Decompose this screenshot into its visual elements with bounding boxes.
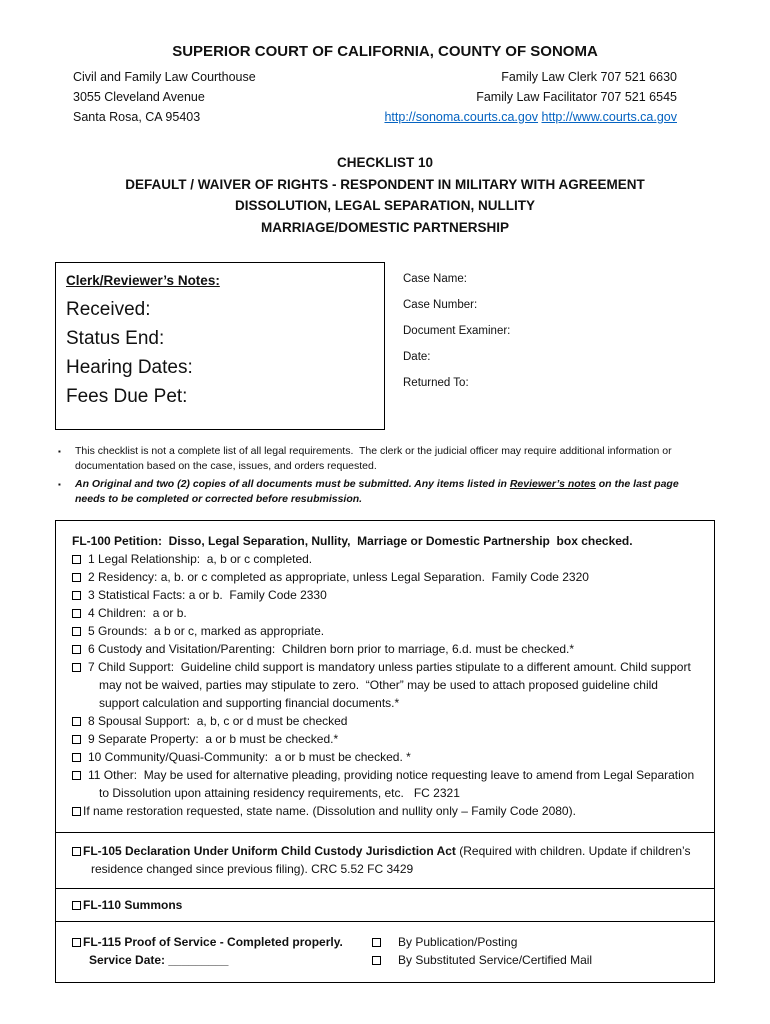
checklist-item-3 [72, 586, 698, 604]
checklist-item-label: 11 Other: May be used for alternative pleading, providing notice requesting leave to amend from Legal Separation to Dissolution upon attaining residency requirements, etc. FC 2321 [88, 768, 698, 800]
checklist-item-label: 4 Children: a or b. [88, 606, 187, 620]
title-line-default-waiver: DEFAULT / WAIVER OF RIGHTS - RESPONDENT IN MILITARY WITH AGREEMENT [125, 176, 645, 192]
court-links [384, 107, 677, 127]
checklist-item-8 [72, 712, 698, 730]
checklist-item-11 [72, 766, 698, 802]
court-address [73, 67, 256, 127]
address-line: Santa Rosa, CA 95403 [73, 110, 201, 124]
notes-heading: Clerk/Reviewer’s Notes: [66, 273, 220, 288]
section-fl100 [56, 521, 714, 832]
checkbox-icon[interactable] [72, 717, 81, 726]
checklist-item-label: 1 Legal Relationship: a, b or c completed. [88, 552, 313, 566]
checklist-item-label: 7 Child Support: Guideline child support is mandatory unless parties stipulate to a different amount. Child support may not be waived, parties may stipulate to zero. “Other” may be used to attach proposed guideline child support calculation and supporting financial documents.* [88, 660, 695, 710]
checklist-item-2 [72, 568, 698, 586]
document-title [55, 152, 715, 238]
checkbox-icon[interactable] [72, 901, 81, 910]
checklist-item-fl105 [72, 842, 698, 878]
checkbox-icon[interactable] [72, 573, 81, 582]
checklist-box [55, 520, 715, 983]
bullet-icon: ▪ [58, 447, 61, 456]
checklist-item-label: 6 Custody and Visitation/Parenting: Children born prior to marriage, 6.d. must be checked.* [88, 642, 575, 656]
checklist-item-7 [72, 658, 698, 712]
fl115-option-publication [372, 933, 698, 951]
checklist-item-10 [72, 748, 698, 766]
address-line: Civil and Family Law Courthouse [73, 70, 256, 84]
checkbox-icon[interactable] [72, 645, 81, 654]
case-field-case-number: Case Number: [403, 299, 478, 311]
notice-text-segment: An Original and two (2) copies of all documents must be submitted. Any items listed in [75, 478, 510, 490]
notes-field-status-end: Status End: [66, 328, 165, 349]
case-field-document-examiner: Document Examiner: [403, 325, 511, 337]
contact-line: Family Law Clerk 707 521 6630 [501, 70, 677, 84]
notes-field-fees-due-pet: Fees Due Pet: [66, 386, 188, 407]
checkbox-icon[interactable] [72, 609, 81, 618]
notes-field-received: Received: [66, 299, 151, 320]
case-info-block [403, 262, 510, 430]
header-contact-block [55, 67, 715, 127]
notice-text [75, 477, 697, 507]
case-field-case-name: Case Name: [403, 273, 467, 285]
checkbox-icon[interactable] [372, 938, 381, 947]
checkbox-icon[interactable] [72, 807, 81, 816]
fl115-title: FL-115 Proof of Service - Completed properly. [83, 935, 343, 949]
notice-underlined-segment: Reviewer’s notes [509, 478, 596, 490]
bullet-icon: ▪ [58, 480, 61, 489]
checkbox-icon[interactable] [72, 771, 81, 780]
checklist-item-fl110 [72, 896, 698, 914]
fl115-grid [72, 933, 698, 969]
notice-item [58, 444, 715, 474]
checklist-item-label: 8 Spousal Support: a, b, c or d must be checked [88, 714, 348, 728]
title-line-marriage: MARRIAGE/DOMESTIC PARTNERSHIP [260, 219, 509, 235]
fl115-option-substituted [372, 951, 698, 969]
address-line: 3055 Cleveland Avenue [73, 90, 205, 104]
fl100-header: FL-100 Petition: Disso, Legal Separation, Nullity, Marriage or Domestic Partnership box checked. [72, 534, 633, 548]
title-line-dissolution: DISSOLUTION, LEGAL SEPARATION, NULLITY [234, 198, 535, 213]
checkbox-icon[interactable] [72, 663, 81, 672]
court-name: SUPERIOR COURT OF CALIFORNIA, COUNTY OF SONOMA [172, 43, 598, 60]
checklist-item-label: 3 Statistical Facts: a or b. Family Code 2330 [88, 588, 327, 602]
notice-bullets [55, 444, 715, 507]
checkbox-icon[interactable] [72, 847, 81, 856]
fl105-description: (Required with children. Update if children’s residence changed since previous filing). CRC 5.52 FC 3429 [91, 844, 694, 876]
case-field-date: Date: [403, 351, 431, 363]
case-field-returned-to: Returned To: [403, 377, 469, 389]
notice-text: This checklist is not a complete list of all legal requirements. The clerk or the judicial officer may require additional information or documentation based on the case, issues, and orders requested. [75, 445, 675, 472]
checklist-item-label: 5 Grounds: a b or c, marked as appropriate. [88, 624, 325, 638]
checkbox-icon[interactable] [72, 938, 81, 947]
checkbox-icon[interactable] [72, 555, 81, 564]
notes-field-hearing-dates: Hearing Dates: [66, 357, 193, 378]
clerk-reviewer-notes-box [55, 262, 385, 430]
checklist-item-9 [72, 730, 698, 748]
checklist-item-fl115 [72, 933, 372, 951]
section-fl110 [56, 888, 714, 921]
info-row [55, 262, 715, 430]
checklist-item-1 [72, 550, 698, 568]
fl115-option-label: By Publication/Posting [398, 935, 518, 949]
section-fl115 [56, 921, 714, 982]
checklist-item-5 [72, 622, 698, 640]
checklist-item-name-restoration [72, 802, 698, 820]
checklist-item-label: 10 Community/Quasi-Community: a or b must be checked. * [88, 750, 411, 764]
sonoma-courts-link[interactable]: http://sonoma.courts.ca.gov [384, 110, 539, 124]
checklist-item-label: If name restoration requested, state name. (Dissolution and nullity only – Family Code 2080). [83, 804, 576, 818]
checkbox-icon[interactable] [72, 753, 81, 762]
fl115-service-date: Service Date: _________ [89, 953, 229, 967]
fl115-option-label: By Substituted Service/Certified Mail [398, 953, 593, 967]
contact-line: Family Law Facilitator 707 521 6545 [476, 90, 677, 104]
checkbox-icon[interactable] [372, 956, 381, 965]
checkbox-icon[interactable] [72, 735, 81, 744]
court-contacts [384, 67, 677, 127]
notice-item [58, 477, 715, 507]
title-line-checklist: CHECKLIST 10 [336, 155, 434, 170]
checklist-item-label: 9 Separate Property: a or b must be checked.* [88, 732, 339, 746]
courts-ca-link[interactable]: http://www.courts.ca.gov [541, 110, 677, 124]
notice-text-segment: on the last page needs to be completed or corrected before resubmission. [75, 478, 682, 505]
checklist-item-4 [72, 604, 698, 622]
checklist-item-6 [72, 640, 698, 658]
checkbox-icon[interactable] [72, 591, 81, 600]
fl105-title: FL-105 Declaration Under Uniform Child Custody Jurisdiction Act [83, 844, 460, 858]
checkbox-icon[interactable] [72, 627, 81, 636]
fl110-title: FL-110 Summons [83, 898, 183, 912]
section-fl105 [56, 832, 714, 888]
checklist-item-label: 2 Residency: a, b. or c completed as appropriate, unless Legal Separation. Family Code 2320 [88, 570, 589, 584]
